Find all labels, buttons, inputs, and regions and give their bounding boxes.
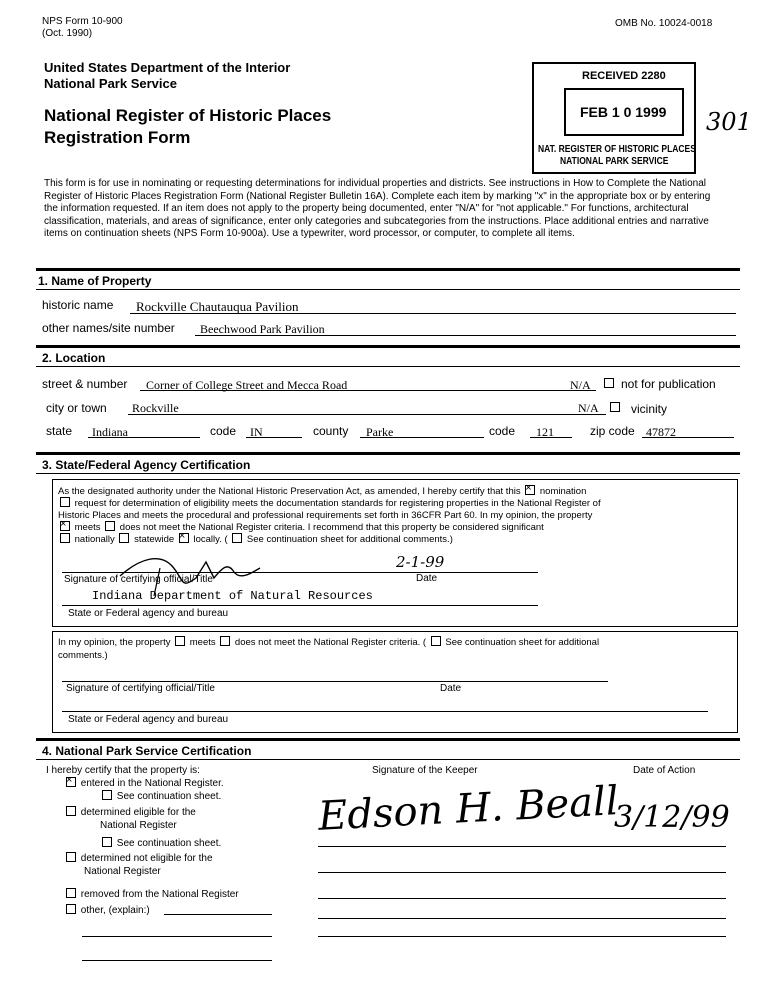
opinion-line2: comments.) [58, 650, 108, 661]
eligible-label: determined eligible for the [80, 807, 196, 818]
omb-number: OMB No. 10024-0018 [615, 18, 713, 29]
city-line [128, 414, 606, 415]
action-date-value: 3/12/99 [614, 800, 730, 835]
city-label: city or town [46, 401, 107, 415]
street-na: N/A [570, 378, 591, 392]
entered-checkbox[interactable] [66, 777, 76, 787]
vicinity-checkbox[interactable] [608, 402, 622, 414]
section-underline [36, 473, 740, 474]
opinion-text2: does not meet the National Register criteria. ( [234, 637, 427, 648]
city-na: N/A [578, 401, 599, 415]
see-cont-label-2: See continuation sheet. [116, 838, 222, 849]
removed-row [64, 889, 239, 900]
section-rule [36, 268, 740, 271]
zip-value[interactable]: 47872 [646, 425, 676, 439]
instructions: This form is for use in nominating or requesting determinations for individual properties and districts. See instructions in How to Complete the National Register of Historic Places Registration Form (National Register Bulletin 16A). Complete each item by marking "x" in the appropriate box or by entering the information requested. If an item does not apply to the property being documented, enter "N/A" for "not applicable." For functions, architectural classification, materials, and areas of significance, enter only categories and subcategories from the instructions. Place additional entries and narrative items on continuation sheets (NPS Form 10-900a). Use a typewriter, word processor, or computer, to complete all items. [44, 178, 711, 239]
county-label: county [313, 424, 349, 438]
section3-title: 3. State/Federal Agency Certification [42, 458, 251, 472]
keeper-line-2 [318, 872, 726, 873]
see-cont-checkbox-1[interactable] [102, 790, 112, 800]
section-underline [36, 366, 740, 367]
not-eligible-label-2: National Register [84, 866, 161, 877]
section2-title: 2. Location [42, 351, 106, 365]
sig-line-2 [62, 681, 608, 682]
opinion-meets-checkbox[interactable] [175, 636, 185, 646]
nomination-checkbox[interactable] [525, 485, 535, 495]
other-line-3 [82, 960, 272, 961]
see-cont-label-1: See continuation sheet. [116, 791, 222, 802]
sig-label-2: Signature of certifying official/Title [66, 683, 215, 694]
meets-label: meets [74, 522, 101, 533]
not-for-publication-label: not for publication [621, 377, 716, 391]
cert-text2: request for determination of eligibility meets the documentation standards for registering properties in the National Register of [74, 498, 601, 509]
locally-checkbox[interactable] [179, 533, 189, 543]
stamp-received: RECEIVED 2280 [582, 70, 666, 82]
section-rule [36, 452, 740, 455]
date-label: Date [416, 573, 438, 584]
county-value[interactable]: Parke [366, 425, 394, 439]
eligible-checkbox[interactable] [66, 806, 76, 816]
section4-title: 4. National Park Service Certification [42, 744, 252, 758]
handwritten-number: 301 [706, 108, 752, 136]
cert-line5 [58, 534, 453, 545]
other-label: other, (explain:) [80, 905, 150, 916]
state-label: state [46, 424, 73, 438]
street-label: street & number [42, 377, 128, 391]
eligible-row [64, 807, 196, 818]
not-eligible-label: determined not eligible for the [80, 853, 213, 864]
sig-date-value: 2-1-99 [396, 553, 445, 571]
other-names-label: other names/site number [42, 321, 175, 335]
other-line-1 [164, 914, 272, 915]
state-value[interactable]: Indiana [92, 425, 128, 439]
keeper-line-3 [318, 898, 726, 899]
removed-label: removed from the National Register [80, 889, 239, 900]
see-cont-checkbox[interactable] [232, 533, 242, 543]
stamp-line2: NATIONAL PARK SERVICE [560, 156, 669, 167]
keeper-label: Signature of the Keeper [372, 765, 478, 776]
county-code-label: code [489, 424, 516, 438]
keeper-line-5 [318, 936, 726, 937]
entered-row [64, 778, 224, 789]
not-for-publication-checkbox[interactable] [602, 378, 616, 390]
cert-line3: Historic Places and meets the procedural and professional requirements set forth in 36CFR Part 60. In my opinion, the property [58, 510, 593, 521]
stamp-line1: NAT. REGISTER OF HISTORIC PLACES [538, 144, 696, 155]
zip-label: zip code [590, 424, 635, 438]
stamp-date: FEB 1 0 1999 [580, 104, 667, 120]
sig-label: Signature of certifying official/Title [64, 574, 213, 585]
entered-label: entered in the National Register. [80, 778, 224, 789]
opinion-line1 [58, 637, 599, 648]
form-date: (Oct. 1990) [42, 28, 93, 39]
does-not-meet-label: does not meet the National Register criteria. I recommend that this property be considered significant [119, 522, 544, 533]
locally-label: locally. ( [193, 534, 228, 545]
state-code-label: code [210, 424, 237, 438]
section1-title: 1. Name of Property [38, 274, 152, 288]
agency-label-2: State or Federal agency and bureau [68, 714, 229, 725]
other-row [64, 905, 150, 916]
county-code-value[interactable]: 121 [536, 425, 554, 439]
city-value[interactable]: Rockville [132, 401, 179, 415]
section-underline [36, 759, 740, 760]
street-value[interactable]: Corner of College Street and Mecca Road [146, 378, 348, 392]
nationally-checkbox[interactable] [60, 533, 70, 543]
date-label-2: Date [440, 683, 462, 694]
other-names-value[interactable]: Beechwood Park Pavilion [200, 322, 325, 336]
state-code-value[interactable]: IN [250, 425, 263, 439]
see-cont-checkbox-2[interactable] [102, 837, 112, 847]
opinion-not-meet-checkbox[interactable] [220, 636, 230, 646]
form-title-2: Registration Form [44, 128, 191, 147]
received-stamp [532, 62, 696, 174]
cert-text1: As the designated authority under the National Historic Preservation Act, as amended, I hereby certify that this [58, 486, 521, 497]
keeper-signature: Edson H. Beall [317, 778, 620, 840]
nomination-label: nomination [539, 486, 587, 497]
keeper-line-1 [318, 846, 726, 847]
removed-checkbox[interactable] [66, 888, 76, 898]
opinion-text3: See continuation sheet for additional [445, 637, 600, 648]
see-cont-label: See continuation sheet for additional comments.) [246, 534, 453, 545]
nationally-label: nationally [74, 534, 115, 545]
statewide-checkbox[interactable] [119, 533, 129, 543]
statewide-label: statewide [134, 534, 175, 545]
nps-intro: I hereby certify that the property is: [46, 765, 200, 776]
cert-line2 [58, 498, 601, 509]
action-date-label: Date of Action [633, 765, 696, 776]
section-rule [36, 738, 740, 741]
not-eligible-row [64, 853, 213, 864]
see-cont-row2 [100, 838, 221, 849]
department: United States Department of the Interior [44, 60, 291, 75]
other-line-2 [82, 936, 272, 937]
form-title-1: National Register of Historic Places [44, 106, 332, 125]
historic-name-label: historic name [42, 298, 114, 312]
opinion-see-cont-checkbox[interactable] [431, 636, 441, 646]
see-cont-row1 [100, 791, 221, 802]
agency-label: State or Federal agency and bureau [68, 608, 229, 619]
service: National Park Service [44, 76, 177, 91]
cert-line4 [58, 522, 544, 533]
historic-name-value[interactable]: Rockville Chautauqua Pavilion [136, 299, 299, 314]
request-checkbox[interactable] [60, 497, 70, 507]
agency-line [62, 605, 538, 606]
does-not-meet-checkbox[interactable] [105, 521, 115, 531]
form-number: NPS Form 10-900 [42, 16, 123, 27]
sig-line [62, 572, 538, 573]
not-eligible-checkbox[interactable] [66, 852, 76, 862]
meets-checkbox[interactable] [60, 521, 70, 531]
agency-value: Indiana Department of Natural Resources [92, 589, 373, 603]
agency-line-2 [62, 711, 708, 712]
other-checkbox[interactable] [66, 904, 76, 914]
opinion-text1: In my opinion, the property [58, 637, 171, 648]
keeper-line-4 [318, 918, 726, 919]
vicinity-label: vicinity [631, 402, 668, 416]
opinion-meets-label: meets [189, 637, 216, 648]
section-underline [36, 289, 740, 290]
section-rule [36, 345, 740, 348]
eligible-label-2: National Register [100, 820, 177, 831]
cert-line1 [58, 486, 586, 497]
stamp-date-box [564, 88, 684, 136]
